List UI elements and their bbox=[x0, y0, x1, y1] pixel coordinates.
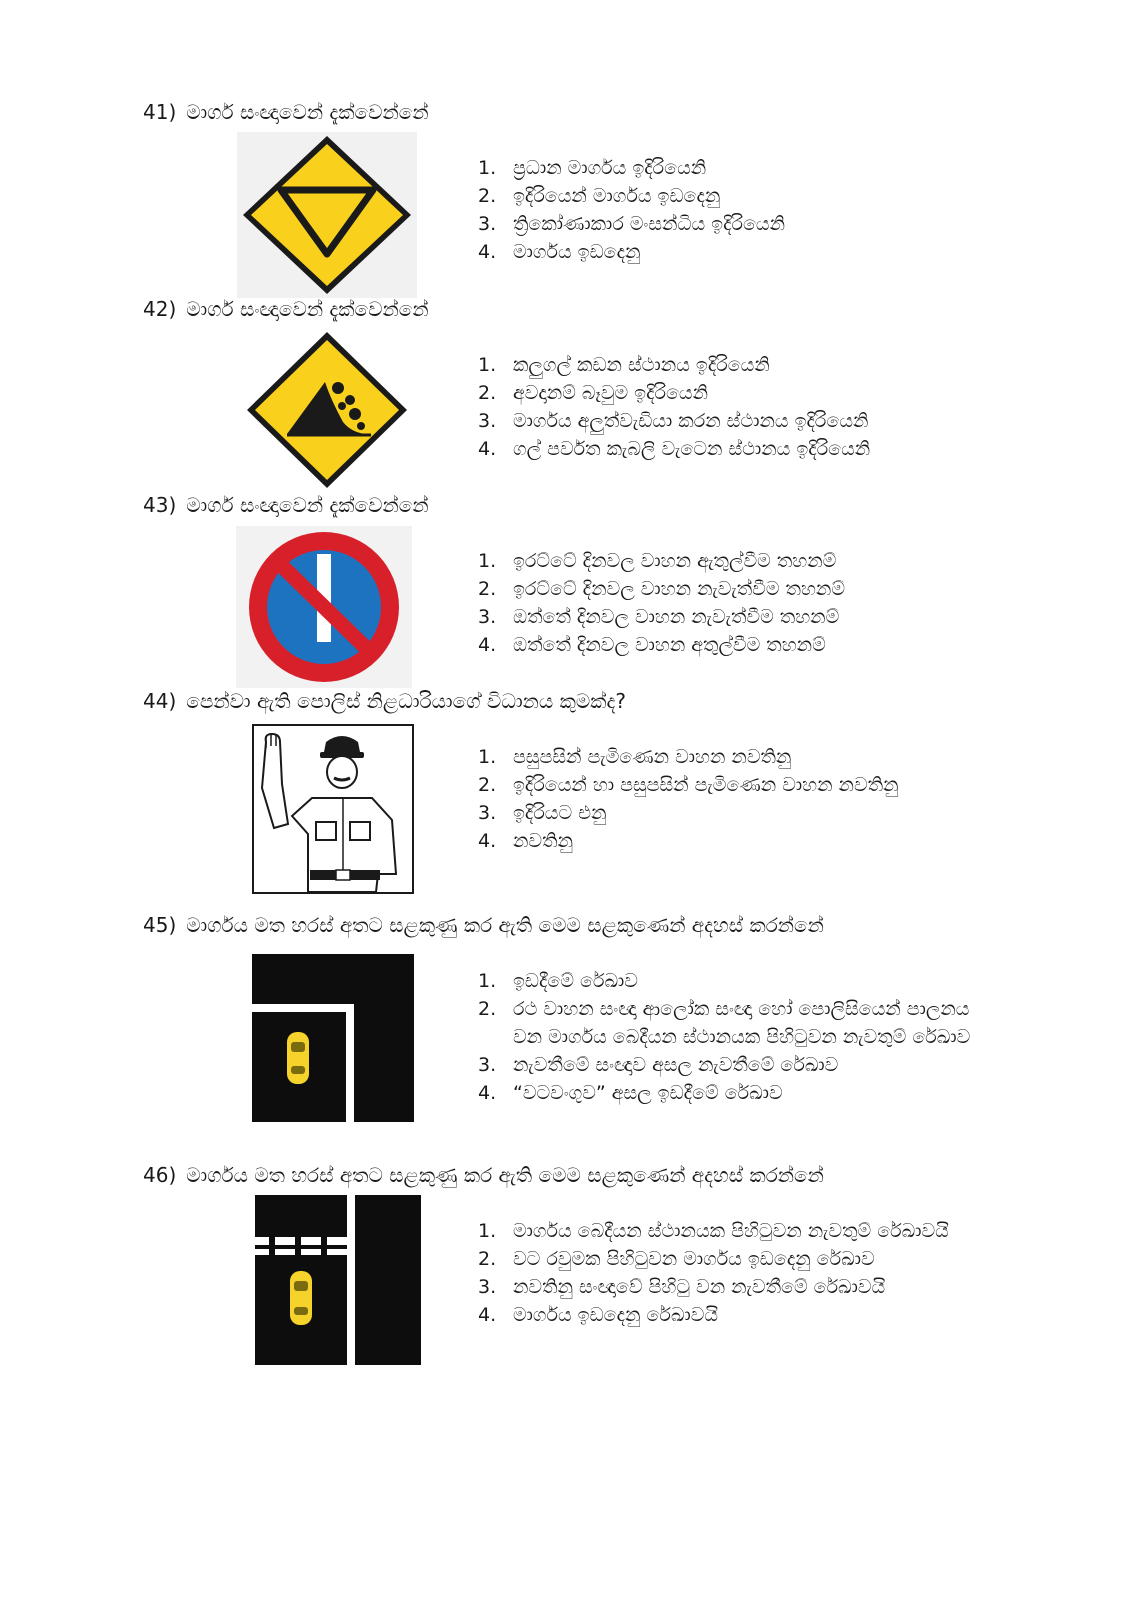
police-officer-signal-icon bbox=[252, 724, 414, 894]
question-number: 41) bbox=[143, 100, 177, 124]
question-text: මාර්ග සංඥාවෙන් දැක්වෙන්නේ bbox=[186, 493, 429, 517]
answer-options bbox=[478, 967, 993, 1107]
question-text: පෙන්වා ඇති පොලිස් නිළධාරියාගේ විධානය කුමක්ද? bbox=[186, 689, 627, 713]
answer-option[interactable]: 1. ඉඩදීමේ රේඛාව bbox=[478, 970, 638, 992]
question-text: මාර්ග සංඥාවෙන් දැක්වෙන්නේ bbox=[186, 297, 429, 321]
answer-option[interactable]: 1. මාර්ගය බෙදීයන ස්ථානයක පිහිටුවන නැවතුම් රේඛාවයි bbox=[478, 1220, 949, 1242]
answer-option[interactable]: 2. වට රවුමක පිහිටුවන මාර්ගය ඉඩදෙනු රේඛාව bbox=[478, 1248, 875, 1270]
answer-option[interactable]: 2. ඉදිරියෙන් හා පසුපසින් පැමිණෙන වාහන නවතිනු bbox=[478, 774, 899, 796]
answer-option[interactable]: 2. ඉදිරියෙන් මාර්ගය ඉඩදෙනු bbox=[478, 185, 721, 207]
answer-options bbox=[478, 1217, 993, 1329]
answer-options bbox=[478, 743, 993, 855]
no-parking-odd-days-sign-icon bbox=[236, 526, 412, 688]
answer-option[interactable]: 3. නවතිනු සංඥාවේ පිහිටු වන නැවතීමේ රේඛාවයි bbox=[478, 1276, 886, 1298]
question-text: මාර්ග සංඥාවෙන් දැක්වෙන්නේ bbox=[186, 100, 429, 124]
answer-option[interactable]: 3. ත්‍රිකෝණාකාර මංසන්ධිය ඉදිරියෙනි bbox=[478, 213, 786, 235]
answer-option[interactable]: 2. ඉරට්ටේ දිනවල වාහන නැවැත්වීම තහනම් bbox=[478, 578, 846, 600]
answer-option[interactable]: 3. ඔත්තේ දිනවල වාහන නැවැත්වීම තහනම් bbox=[478, 606, 840, 628]
question-heading bbox=[143, 296, 429, 322]
answer-option[interactable]: 4. “වටවංගුව” අසල ඉඩදීමේ රේඛාව bbox=[478, 1082, 783, 1104]
question-number: 43) bbox=[143, 493, 177, 517]
answer-option[interactable]: 2. අවදානම් බෑවුම ඉදිරියෙනි bbox=[478, 382, 709, 404]
question-number: 46) bbox=[143, 1163, 177, 1187]
falling-rocks-sign-icon bbox=[243, 330, 411, 490]
question-heading bbox=[143, 688, 626, 714]
answer-option[interactable]: 1. ප්‍රධාන මාර්ගය ඉදිරියෙනි bbox=[478, 157, 707, 179]
answer-option[interactable]: 4. ඔත්තේ දිනවල වාහන අතුල්වීම තහනම් bbox=[478, 634, 826, 656]
answer-option[interactable]: 1. ඉරට්ටේ දිනවල වාහන ඇතුල්වීම තහනම් bbox=[478, 550, 837, 572]
question-heading bbox=[143, 99, 429, 125]
answer-option[interactable]: 1. කලුගල් කඩන ස්ථානය ඉදිරියෙනි bbox=[478, 354, 770, 376]
road-give-way-line-marking-icon bbox=[255, 1195, 421, 1365]
question-number: 42) bbox=[143, 297, 177, 321]
question-heading bbox=[143, 912, 824, 938]
answer-options bbox=[478, 154, 993, 266]
question-heading bbox=[143, 492, 429, 518]
answer-option[interactable]: 1. පසුපසින් පැමිණෙන වාහන නවතිනු bbox=[478, 746, 792, 768]
question-number: 44) bbox=[143, 689, 177, 713]
answer-option[interactable]: 4. නවතිනු bbox=[478, 830, 573, 852]
answer-option[interactable]: 2. රථ වාහන සංඥා ආලෝක සංඥා හෝ පොලිසියෙන් පාලනය වන මාර්ගය බෙදීයන ස්ථානයක පිහිටුවන නැවතුම් රේඛාව bbox=[478, 998, 971, 1048]
answer-option[interactable]: 4. මාර්ගය ඉඩදෙනු රේඛාවයි bbox=[478, 1304, 719, 1326]
question-text: මාර්ගය මත හරස් අතට සළකුණු කර ඇති මෙම සළකුණෙන් අදහස් කරන්නේ bbox=[186, 1163, 824, 1187]
answer-option[interactable]: 4. ගල් පර්වත කැබලි වැටෙන ස්ථානය ඉදිරියෙනි bbox=[478, 438, 871, 460]
answer-options bbox=[478, 547, 993, 659]
answer-option[interactable]: 3. ඉදිරියට එනු bbox=[478, 802, 607, 824]
question-heading bbox=[143, 1162, 824, 1188]
road-stop-line-marking-icon bbox=[252, 954, 414, 1122]
answer-options bbox=[478, 351, 993, 463]
answer-option[interactable]: 4. මාර්ගය ඉඩදෙනු bbox=[478, 241, 641, 263]
answer-option[interactable]: 3. මාර්ගය අලුත්වැඩියා කරන ස්ථානය ඉදිරියෙනි bbox=[478, 410, 869, 432]
question-number: 45) bbox=[143, 913, 177, 937]
answer-option[interactable]: 3. නැවතීමේ සංඥාව අසල නැවතීමේ රේඛාව bbox=[478, 1054, 839, 1076]
give-way-ahead-sign-icon bbox=[237, 132, 417, 298]
question-text: මාර්ගය මත හරස් අතට සළකුණු කර ඇති මෙම සළකුණෙන් අදහස් කරන්නේ bbox=[186, 913, 824, 937]
